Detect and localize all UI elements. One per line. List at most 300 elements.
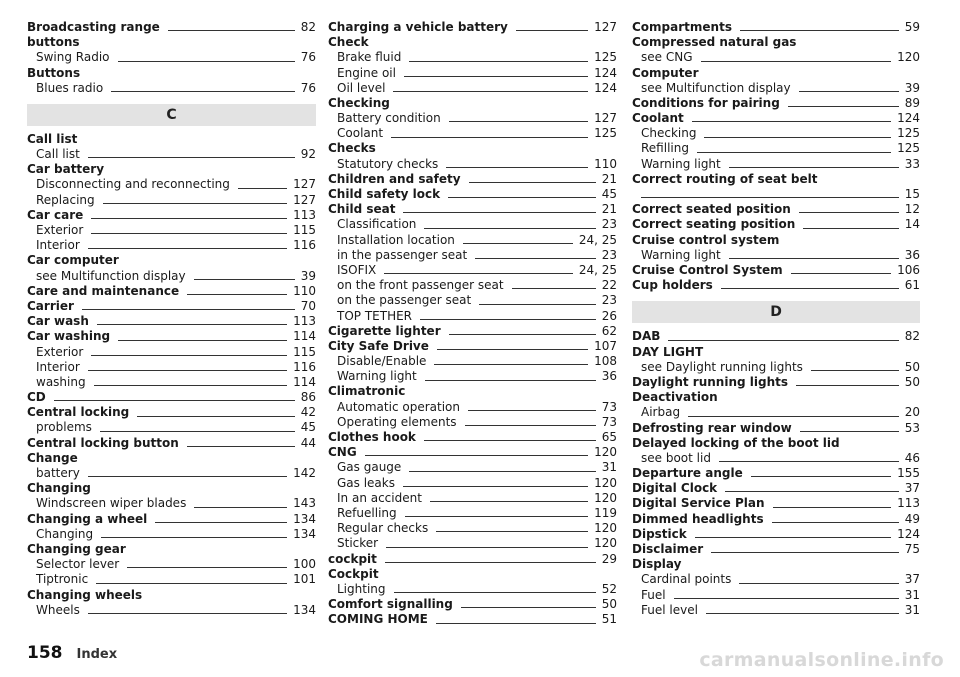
index-entry — [328, 248, 617, 263]
entry-label: Clothes hook — [328, 430, 416, 445]
entry-label: Buttons — [27, 65, 81, 80]
entry-label: on the passenger seat — [337, 293, 472, 308]
index-entry — [27, 35, 316, 50]
entry-label: Car care — [27, 207, 84, 222]
entry-page: 53 — [904, 420, 920, 435]
entry-label: Warning light — [641, 247, 721, 262]
entry-label: see Multifunction display — [36, 268, 186, 283]
entry-page: 23 — [601, 247, 617, 262]
entry-page: 124 — [594, 80, 617, 95]
entry-label: Cigarette lighter — [328, 323, 441, 338]
index-entry — [328, 567, 617, 582]
entry-page: 113 — [293, 207, 316, 222]
index-entry — [27, 329, 316, 344]
entry-label: Disable/Enable — [337, 354, 427, 369]
entry-label: Automatic operation — [337, 399, 460, 414]
entry-label: Charging a vehicle battery — [328, 19, 508, 34]
index-entry — [328, 66, 617, 81]
index-entry — [632, 263, 920, 278]
entry-page: 50 — [601, 597, 617, 612]
entry-label: Operating elements — [337, 414, 457, 429]
index-entry — [328, 35, 617, 50]
entry-label: Gas leaks — [337, 475, 395, 490]
entry-label: Compressed natural gas — [632, 35, 797, 50]
entry-page: 49 — [904, 511, 920, 526]
index-entry — [632, 572, 920, 587]
entry-page: 120 — [594, 521, 617, 536]
entry-page: 124 — [897, 111, 920, 126]
index-entry — [27, 20, 316, 35]
entry-label: Exterior — [36, 223, 84, 238]
entry-label: Regular checks — [337, 521, 429, 536]
entry-page: 45 — [601, 187, 617, 202]
entry-label: Correct seated position — [632, 202, 791, 217]
entry-label: COMING HOME — [328, 612, 428, 627]
entry-label: Changing gear — [27, 541, 126, 556]
index-column-2 — [328, 20, 617, 628]
index-entry — [27, 132, 316, 147]
index-entry — [27, 360, 316, 375]
entry-page: 108 — [594, 354, 617, 369]
entry-label: Engine oil — [337, 65, 396, 80]
entry-page: 113 — [293, 314, 316, 329]
entry-label: Climatronic — [328, 384, 406, 399]
index-entry — [632, 329, 920, 344]
entry-page: 120 — [897, 50, 920, 65]
entry-label: Car wash — [27, 314, 89, 329]
index-entry — [27, 451, 316, 466]
entry-page: 51 — [601, 612, 617, 627]
index-entry — [632, 557, 920, 572]
entry-page: 33 — [904, 156, 920, 171]
index-entry — [632, 588, 920, 603]
entry-page: 44 — [300, 435, 316, 450]
entry-label: cockpit — [328, 551, 377, 566]
entry-label: Interior — [36, 238, 80, 253]
entry-page: 73 — [601, 399, 617, 414]
entry-label: Delayed locking of the boot lid — [632, 435, 840, 450]
entry-page: 14 — [904, 217, 920, 232]
entry-label: Sticker — [337, 536, 379, 551]
entry-page: 107 — [594, 338, 617, 353]
entry-label: Statutory checks — [337, 156, 439, 171]
entry-label: in the passenger seat — [337, 247, 468, 262]
entry-label: battery — [36, 466, 80, 481]
entry-label: Cruise control system — [632, 232, 780, 247]
entry-label: Car computer — [27, 253, 119, 268]
index-entry — [328, 582, 617, 597]
index-entry — [328, 20, 617, 35]
entry-page: 61 — [904, 278, 920, 293]
entry-page: 70 — [300, 298, 316, 313]
entry-label: Compartments — [632, 19, 732, 34]
entry-label: In an accident — [337, 490, 422, 505]
entry-label: see CNG — [641, 50, 693, 65]
entry-page: 110 — [594, 156, 617, 171]
entry-page: 113 — [897, 496, 920, 511]
index-entry — [632, 466, 920, 481]
index-entry — [328, 612, 617, 627]
entry-label: Installation location — [337, 232, 455, 247]
entry-page: 120 — [594, 536, 617, 551]
entry-page: 125 — [594, 126, 617, 141]
entry-label: Checking — [641, 126, 697, 141]
entry-page: 127 — [594, 19, 617, 34]
entry-page: 134 — [293, 511, 316, 526]
entry-label: Fuel level — [641, 602, 698, 617]
entry-page: 45 — [300, 420, 316, 435]
index-entry — [632, 375, 920, 390]
section-title: Index — [76, 647, 118, 662]
index-entry — [328, 81, 617, 96]
entry-page: 120 — [594, 490, 617, 505]
index-entry — [27, 421, 316, 436]
index-entry — [328, 157, 617, 172]
entry-page: 36 — [601, 369, 617, 384]
entry-label: Replacing — [36, 192, 95, 207]
entry-page: 76 — [300, 80, 316, 95]
index-entry — [328, 506, 617, 521]
entry-page: 23 — [601, 217, 617, 232]
entry-label: Digital Service Plan — [632, 496, 765, 511]
entry-label: Refilling — [641, 141, 689, 156]
index-entry — [632, 142, 920, 157]
entry-label: Call list — [27, 131, 78, 146]
entry-page: 21 — [601, 171, 617, 186]
entry-page: 155 — [897, 466, 920, 481]
entry-page: 127 — [293, 177, 316, 192]
index-entry — [27, 314, 316, 329]
index-entry — [632, 20, 920, 35]
index-entry — [27, 375, 316, 390]
index-entry — [632, 405, 920, 420]
entry-label: on the front passenger seat — [337, 278, 504, 293]
entry-page: 127 — [293, 192, 316, 207]
entry-page: 75 — [904, 542, 920, 556]
entry-label: Departure angle — [632, 466, 743, 481]
index-entry — [328, 460, 617, 475]
index-entry — [27, 299, 316, 314]
entry-page: 92 — [300, 147, 316, 162]
entry-page: 29 — [601, 551, 617, 566]
entry-page: 22 — [601, 278, 617, 293]
index-entry — [632, 451, 920, 466]
entry-label: DAY LIGHT — [632, 344, 704, 359]
index-entry — [328, 597, 617, 612]
index-entry — [632, 421, 920, 436]
entry-label: Children and safety — [328, 171, 461, 186]
entry-page: 46 — [904, 450, 920, 465]
index-entry — [27, 162, 316, 177]
entry-page: 124 — [897, 526, 920, 541]
entry-label: Checks — [328, 141, 376, 156]
entry-label: Lighting — [337, 581, 386, 596]
entry-page: 15 — [904, 187, 920, 202]
index-entry — [632, 202, 920, 217]
index-entry — [27, 193, 316, 208]
index-entry — [328, 445, 617, 460]
entry-page: 12 — [904, 202, 920, 217]
index-entry — [632, 233, 920, 248]
index-entry — [328, 369, 617, 384]
entry-label: problems — [36, 420, 92, 435]
entry-page: 65 — [601, 430, 617, 445]
index-entry — [328, 263, 617, 278]
entry-label: see boot lid — [641, 450, 711, 465]
entry-page: 24, 25 — [578, 232, 617, 247]
entry-label: Dimmed headlights — [632, 511, 764, 526]
entry-page: 26 — [601, 308, 617, 323]
entry-label: Cruise Control System — [632, 263, 783, 277]
index-entry — [27, 603, 316, 618]
entry-label: ISOFIX — [337, 262, 377, 277]
entry-page: 115 — [293, 344, 316, 359]
entry-page: 114 — [293, 329, 316, 344]
entry-label: Display — [632, 557, 682, 572]
index-entry — [632, 157, 920, 172]
index-entry — [328, 293, 617, 308]
index-entry — [632, 50, 920, 65]
index-entry — [328, 385, 617, 400]
entry-page: 114 — [293, 374, 316, 389]
entry-label: Interior — [36, 359, 80, 374]
entry-label: Car washing — [27, 329, 111, 344]
index-entry — [27, 572, 316, 587]
entry-page: 21 — [601, 202, 617, 217]
index-entry — [27, 481, 316, 496]
entry-label: Comfort signalling — [328, 597, 453, 612]
entry-label: Cockpit — [328, 566, 379, 581]
entry-page: 101 — [293, 572, 316, 587]
entry-label: Child seat — [328, 202, 396, 217]
entry-label: Coolant — [337, 126, 384, 141]
index-entry — [632, 81, 920, 96]
index-entry — [27, 81, 316, 96]
entry-page: 39 — [904, 80, 920, 95]
index-entry — [27, 208, 316, 223]
index-entry — [27, 405, 316, 420]
index-entry — [328, 430, 617, 445]
entry-page: 89 — [904, 95, 920, 110]
entry-label: Cardinal points — [641, 572, 732, 587]
index-entry — [328, 415, 617, 430]
index-entry — [328, 126, 617, 141]
entry-label: Deactivation — [632, 390, 718, 405]
entry-label: Disclaimer — [632, 542, 704, 556]
section-letter: D — [632, 301, 920, 323]
entry-page: 86 — [300, 390, 316, 405]
index-entry — [328, 172, 617, 187]
index-entry — [328, 400, 617, 415]
entry-page: 31 — [601, 460, 617, 475]
entry-label: Child safety lock — [328, 187, 441, 202]
entry-label: CD — [27, 390, 46, 405]
entry-label: Digital Clock — [632, 481, 718, 496]
entry-label: Care and maintenance — [27, 283, 180, 298]
entry-page: 50 — [904, 359, 920, 374]
entry-page: 120 — [594, 475, 617, 490]
section-letter: C — [27, 104, 316, 126]
entry-label: Correct seating position — [632, 217, 796, 232]
entry-label: Battery condition — [337, 111, 441, 126]
index-entry — [632, 512, 920, 527]
entry-label: Correct routing of seat belt — [632, 171, 818, 186]
index-entry — [632, 390, 920, 405]
entry-page: 116 — [293, 359, 316, 374]
index-entry — [328, 96, 617, 111]
entry-page: 42 — [300, 405, 316, 420]
entry-label: Blues radio — [36, 80, 104, 95]
entry-page: 110 — [293, 283, 316, 298]
index-entry — [328, 536, 617, 551]
index-entry — [27, 436, 316, 451]
index-entry — [27, 345, 316, 360]
index-entry — [632, 126, 920, 141]
index-entry — [27, 390, 316, 405]
entry-label: Conditions for pairing — [632, 95, 780, 110]
index-entry — [632, 436, 920, 451]
entry-page: 31 — [904, 587, 920, 602]
entry-page: 124 — [594, 65, 617, 80]
index-entry — [632, 217, 920, 232]
index-entry — [27, 223, 316, 238]
entry-label: Windscreen wiper blades — [36, 496, 187, 511]
index-entry — [27, 557, 316, 572]
index-entry — [27, 269, 316, 284]
entry-page: 36 — [904, 247, 920, 262]
index-entry — [328, 521, 617, 536]
entry-page: 39 — [300, 268, 316, 283]
entry-page: 82 — [904, 329, 920, 344]
entry-label: Tiptronic — [36, 572, 89, 587]
index-entry — [27, 588, 316, 603]
index-entry — [27, 238, 316, 253]
entry-label: Defrosting rear window — [632, 420, 792, 435]
entry-label: Oil level — [337, 80, 386, 95]
index-entry — [632, 527, 920, 542]
entry-page: 125 — [897, 141, 920, 156]
entry-label: Fuel — [641, 587, 666, 602]
entry-label: Coolant — [632, 111, 684, 126]
entry-label: Call list — [36, 147, 80, 162]
entry-page: 115 — [293, 223, 316, 238]
entry-label: Daylight running lights — [632, 374, 788, 389]
index-entry — [632, 248, 920, 263]
index-entry — [632, 35, 920, 50]
index-entry — [632, 172, 920, 202]
index-entry — [632, 345, 920, 360]
index-column-3 — [632, 20, 920, 618]
entry-page: 23 — [601, 293, 617, 308]
entry-page: 120 — [594, 445, 617, 460]
entry-page: 62 — [601, 323, 617, 338]
entry-label: City Safe Drive — [328, 338, 429, 353]
entry-page: 134 — [293, 526, 316, 541]
entry-page: 127 — [594, 111, 617, 126]
index-entry — [328, 339, 617, 354]
index-entry — [328, 233, 617, 248]
index-entry — [27, 542, 316, 557]
entry-label: DAB — [632, 329, 661, 344]
index-entry — [632, 96, 920, 111]
index-entry — [328, 491, 617, 506]
entry-label: Refuelling — [337, 505, 397, 520]
index-entry — [328, 476, 617, 491]
entry-label: Changing a wheel — [27, 511, 148, 526]
index-entry — [328, 217, 617, 232]
entry-page: 31 — [904, 602, 920, 617]
index-entry — [27, 253, 316, 268]
entry-page: 125 — [594, 50, 617, 65]
entry-page: 116 — [293, 238, 316, 253]
entry-label: Checking — [328, 95, 390, 110]
index-entry — [27, 284, 316, 299]
entry-page: 59 — [904, 19, 920, 34]
index-entry — [27, 466, 316, 481]
entry-page: 82 — [300, 19, 316, 34]
entry-label: buttons — [27, 35, 80, 50]
entry-label: Changing — [27, 481, 91, 496]
watermark: carmanualsonline.info — [699, 649, 944, 671]
entry-label: Classification — [337, 217, 417, 232]
entry-label: CNG — [328, 445, 357, 460]
entry-page: 52 — [601, 581, 617, 596]
entry-page: 119 — [594, 505, 617, 520]
index-entry — [328, 202, 617, 217]
entry-label: Changing — [36, 526, 94, 541]
index-entry — [632, 111, 920, 126]
index-entry — [328, 278, 617, 293]
index-entry — [27, 178, 316, 193]
entry-label: Wheels — [36, 602, 80, 617]
entry-label: Check — [328, 35, 369, 50]
entry-label: Airbag — [641, 405, 681, 420]
index-entry — [328, 187, 617, 202]
entry-page: 37 — [904, 572, 920, 587]
index-entry — [632, 542, 920, 557]
entry-label: Broadcasting range — [27, 19, 160, 34]
index-entry — [632, 603, 920, 618]
index-entry — [328, 50, 617, 65]
entry-label: Changing wheels — [27, 587, 143, 602]
entry-label: Warning light — [641, 156, 721, 171]
entry-page: 125 — [897, 126, 920, 141]
entry-page: 106 — [897, 263, 920, 277]
index-entry — [632, 360, 920, 375]
index-entry — [632, 66, 920, 81]
entry-label: Swing Radio — [36, 50, 110, 65]
entry-label: Computer — [632, 65, 699, 80]
index-entry — [328, 552, 617, 567]
index-entry — [328, 309, 617, 324]
entry-page: 142 — [293, 466, 316, 481]
entry-page: 24, 25 — [578, 262, 617, 277]
entry-page: 100 — [293, 557, 316, 572]
index-entry — [632, 496, 920, 511]
entry-label: Warning light — [337, 369, 417, 384]
entry-label: Selector lever — [36, 557, 120, 572]
index-entry — [27, 147, 316, 162]
index-entry — [328, 324, 617, 339]
index-entry — [328, 354, 617, 369]
entry-label: TOP TETHER — [337, 308, 413, 323]
index-entry — [27, 512, 316, 527]
entry-label: Change — [27, 450, 78, 465]
entry-label: Dipstick — [632, 526, 687, 541]
index-entry — [27, 496, 316, 511]
entry-page: 50 — [904, 374, 920, 389]
index-entry — [27, 50, 316, 65]
